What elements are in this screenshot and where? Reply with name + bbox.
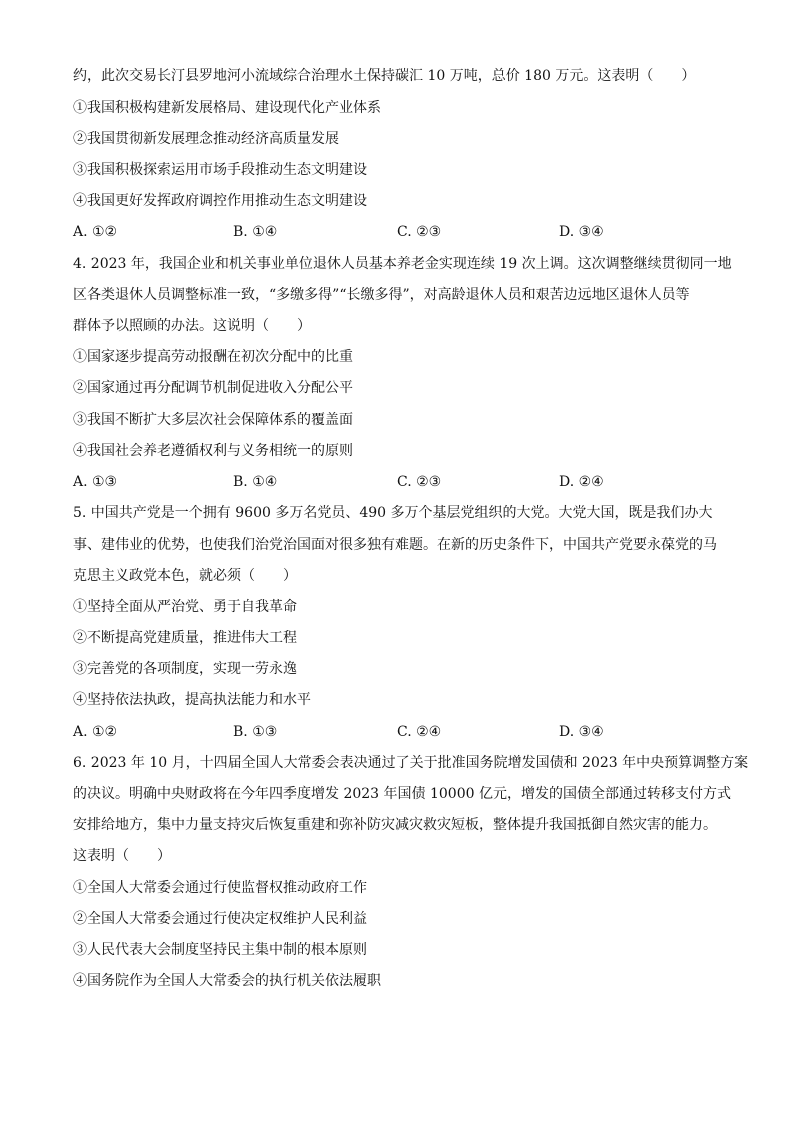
option-b[interactable]: B. ①④ bbox=[233, 224, 278, 240]
question-3-statement-3: ③我国积极探索运用市场手段推动生态文明建设 bbox=[73, 162, 367, 178]
option-b[interactable]: B. ①③ bbox=[233, 724, 278, 740]
question-5-statement-1: ①坚持全面从严治党、勇于自我革命 bbox=[73, 599, 297, 615]
option-a[interactable]: A. ①② bbox=[73, 724, 118, 740]
question-3-options bbox=[73, 222, 733, 242]
question-3-statement-2: ②我国贯彻新发展理念推动经济高质量发展 bbox=[73, 131, 339, 147]
question-5-statement-3: ③完善党的各项制度，实现一劳永逸 bbox=[73, 661, 297, 677]
question-3-stem: 约，此次交易长汀县罗地河小流域综合治理水土保持碳汇 10 万吨，总价 180 万元。这表明（ ） bbox=[73, 68, 696, 84]
option-b[interactable]: B. ①④ bbox=[233, 474, 278, 490]
question-4-stem-line-2: 区各类退休人员调整标准一致，“多缴多得”“长缴多得”，对高龄退休人员和艰苦边远地区退休人员等 bbox=[73, 287, 690, 303]
question-6-statement-2: ②全国人大常委会通过行使决定权维护人民利益 bbox=[73, 911, 367, 927]
option-d[interactable]: D. ②④ bbox=[559, 474, 604, 490]
question-4-statement-1: ①国家逐步提高劳动报酬在初次分配中的比重 bbox=[73, 349, 353, 365]
question-4-statement-4: ④我国社会养老遵循权利与义务相统一的原则 bbox=[73, 443, 353, 459]
question-6-statement-3: ③人民代表大会制度坚持民主集中制的根本原则 bbox=[73, 942, 367, 958]
question-5-stem-line-3: 克思主义政党本色，就必须（ ） bbox=[73, 568, 297, 584]
question-4-statement-2: ②国家通过再分配调节机制促进收入分配公平 bbox=[73, 380, 353, 396]
question-6-stem-line-4: 这表明（ ） bbox=[73, 848, 171, 864]
question-4-statement-3: ③我国不断扩大多层次社会保障体系的覆盖面 bbox=[73, 412, 353, 428]
option-d[interactable]: D. ③④ bbox=[559, 224, 604, 240]
question-6-statement-4: ④国务院作为全国人大常委会的执行机关依法履职 bbox=[73, 973, 381, 989]
option-c[interactable]: C. ②④ bbox=[397, 724, 442, 740]
question-6-statement-1: ①全国人大常委会通过行使监督权推动政府工作 bbox=[73, 880, 367, 896]
option-a[interactable]: A. ①② bbox=[73, 224, 118, 240]
question-6-stem-line-1: 6. 2023 年 10 月，十四届全国人大常委会表决通过了关于批准国务院增发国债和 2023 年中央预算调整方案 bbox=[73, 755, 749, 771]
question-4-stem-line-3: 群体予以照顾的办法。这说明（ ） bbox=[73, 318, 311, 334]
question-5-stem-line-1: 5. 中国共产党是一个拥有 9600 多万名党员、490 多万个基层党组织的大党。大党大国，既是我们办大 bbox=[73, 505, 713, 521]
option-d[interactable]: D. ③④ bbox=[559, 724, 604, 740]
question-5-statement-2: ②不断提高党建质量，推进伟大工程 bbox=[73, 630, 297, 646]
option-c[interactable]: C. ②③ bbox=[397, 224, 442, 240]
option-a[interactable]: A. ①③ bbox=[73, 474, 118, 490]
question-3-statement-1: ①我国积极构建新发展格局、建设现代化产业体系 bbox=[73, 100, 381, 116]
question-4-stem-line-1: 4. 2023 年，我国企业和机关事业单位退休人员基本养老金实现连续 19 次上调。这次调整继续贯彻同一地 bbox=[73, 256, 732, 272]
option-c[interactable]: C. ②③ bbox=[397, 474, 442, 490]
question-4-options bbox=[73, 472, 733, 492]
question-5-stem-line-2: 事、建伟业的优势，也使我们治党治国面对很多独有难题。在新的历史条件下，中国共产党要永葆党的马 bbox=[73, 537, 717, 553]
question-5-options bbox=[73, 722, 733, 742]
question-5-statement-4: ④坚持依法执政，提高执法能力和水平 bbox=[73, 692, 311, 708]
question-6-stem-line-3: 安排给地方，集中力量支持灾后恢复重建和弥补防灾减灾救灾短板，整体提升我国抵御自然灾害的能力。 bbox=[73, 817, 717, 833]
question-3-statement-4: ④我国更好发挥政府调控作用推动生态文明建设 bbox=[73, 193, 367, 209]
question-6-stem-line-2: 的决议。明确中央财政将在今年四季度增发 2023 年国债 10000 亿元，增发的国债全部通过转移支付方式 bbox=[73, 786, 731, 802]
